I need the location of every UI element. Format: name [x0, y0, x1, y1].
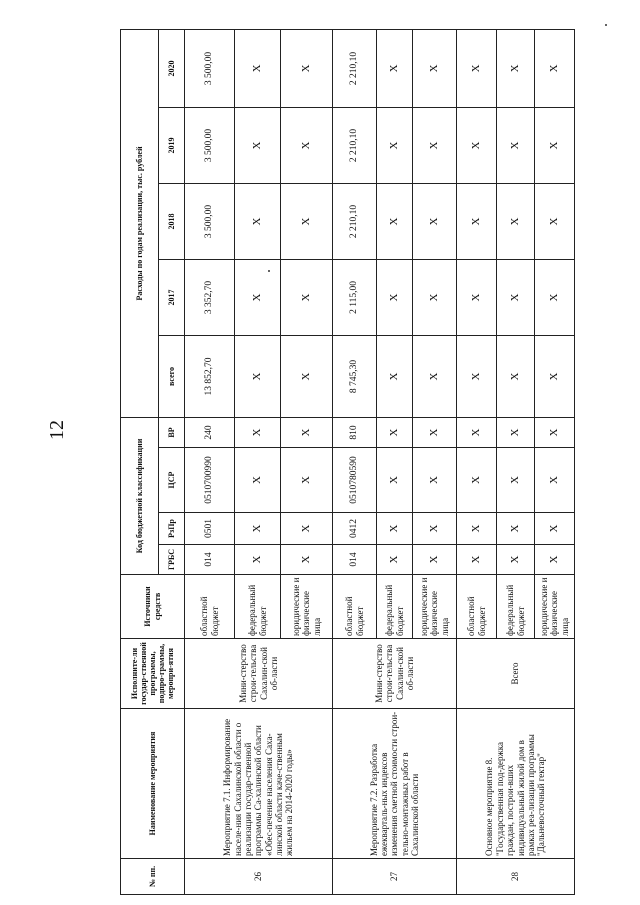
rzpr-cell: 0412	[333, 513, 377, 545]
csr-cell: X	[377, 448, 413, 513]
grbs-cell: 014	[333, 545, 377, 575]
header-grbs: ГРБС	[159, 545, 185, 575]
source: федеральный бюджет	[377, 575, 413, 639]
executor: Мини-стерство строи-тельства Сахалин-ской об-ласти	[185, 639, 333, 709]
vr-cell: X	[535, 417, 575, 447]
row-number: 26	[185, 859, 333, 895]
y2020-cell: X	[413, 29, 457, 107]
rzpr-cell: X	[235, 513, 281, 545]
vr-cell: X	[235, 417, 281, 447]
rzpr-cell: X	[413, 513, 457, 545]
header-vr: ВР	[159, 417, 185, 447]
header-name: Наименование мероприятия	[121, 709, 185, 859]
y2017-cell: X	[497, 259, 535, 335]
vr-cell: X	[457, 417, 497, 447]
y2017-cell: 2 115,00	[333, 259, 377, 335]
measure-name: Мероприятие 7.1. Информирование населе-ния Сахалинской области о реализации государ-ственной программы Са-халинской области «Обес-печение населения Саха-линской области каче-ственным жильем на 2014-2020 годы»	[185, 709, 333, 859]
measure-name: Мероприятие 7.2. Разработка ежекварталь-ных индексов изменения сметной стоимости строи-тельно-монтажных работ в Сахалинской области	[333, 709, 457, 859]
y2018-cell: 3 500,00	[185, 183, 235, 259]
total-cell: 13 852,70	[185, 335, 235, 417]
rzpr-cell: 0501	[185, 513, 235, 545]
y2017-cell: X	[413, 259, 457, 335]
grbs-cell: X	[535, 545, 575, 575]
header-2018: 2018	[159, 183, 185, 259]
header-num: № пп.	[121, 859, 185, 895]
y2020-cell: 3 500,00	[185, 29, 235, 107]
header-csr: ЦСР	[159, 448, 185, 513]
y2019-cell: X	[281, 107, 333, 183]
y2018-cell: X	[281, 183, 333, 259]
y2017-cell: 3 352,70	[185, 259, 235, 335]
y2019-cell: X	[457, 107, 497, 183]
grbs-cell: X	[497, 545, 535, 575]
source: юридические и физические лица	[413, 575, 457, 639]
vr-cell: X	[377, 417, 413, 447]
rzpr-cell: X	[457, 513, 497, 545]
vr-cell: X	[497, 417, 535, 447]
y2020-cell: X	[281, 29, 333, 107]
y2018-cell: X	[535, 183, 575, 259]
source: юридические и физические лица	[535, 575, 575, 639]
y2017-cell: X	[235, 259, 281, 335]
y2018-cell: X	[413, 183, 457, 259]
header-sources: Источники средств	[121, 575, 185, 639]
grbs-cell: X	[457, 545, 497, 575]
source: федеральный бюджет	[235, 575, 281, 639]
y2020-cell: X	[235, 29, 281, 107]
row-number: 28	[457, 859, 575, 895]
y2019-cell: X	[377, 107, 413, 183]
header-2019: 2019	[159, 107, 185, 183]
vr-cell: X	[413, 417, 457, 447]
header-executor: Исполните-ли государ-ственной программы, подпро-граммы, меропри-ятия	[121, 639, 185, 709]
y2018-cell: X	[457, 183, 497, 259]
grbs-cell: X	[235, 545, 281, 575]
y2017-cell: X	[281, 259, 333, 335]
rzpr-cell: X	[535, 513, 575, 545]
source: юридические и физические лица	[281, 575, 333, 639]
grbs-cell: 014	[185, 545, 235, 575]
y2020-cell: 2 210,10	[333, 29, 377, 107]
total-cell: X	[413, 335, 457, 417]
total-cell: X	[235, 335, 281, 417]
page-number: 12	[46, 420, 68, 440]
source: федеральный бюджет	[497, 575, 535, 639]
y2019-cell: X	[497, 107, 535, 183]
header-rzpr: РзПр	[159, 513, 185, 545]
y2019-cell: X	[535, 107, 575, 183]
y2017-cell: X	[535, 259, 575, 335]
table-row	[333, 29, 377, 894]
y2019-cell: 3 500,00	[185, 107, 235, 183]
y2020-cell: X	[377, 29, 413, 107]
csr-cell: X	[497, 448, 535, 513]
csr-cell: X	[281, 448, 333, 513]
measure-name: Основное мероприятие 8. "Государственная под-держка граждан, построи-вших индивидуальный жилой дом в рамках реа-лизации программы "Дальневосточный гектар"	[457, 709, 575, 859]
grbs-cell: X	[377, 545, 413, 575]
grbs-cell: X	[281, 545, 333, 575]
y2019-cell: X	[235, 107, 281, 183]
scan-speck	[605, 24, 607, 26]
header-expenses: Расходы по годам реализации, тыс. рублей	[121, 29, 159, 417]
csr-cell: X	[535, 448, 575, 513]
executor: Мини-стерство строи-тельства Сахалин-ской об-ласти	[333, 639, 457, 709]
y2018-cell: X	[497, 183, 535, 259]
y2017-cell: X	[377, 259, 413, 335]
budget-table	[120, 29, 575, 895]
rzpr-cell: X	[281, 513, 333, 545]
grbs-cell: X	[413, 545, 457, 575]
vr-cell: X	[281, 417, 333, 447]
csr-cell: X	[457, 448, 497, 513]
csr-cell: 0510780590	[333, 448, 377, 513]
total-cell: X	[281, 335, 333, 417]
total-cell: 8 745,30	[333, 335, 377, 417]
y2018-cell: X	[377, 183, 413, 259]
csr-cell: 0510700990	[185, 448, 235, 513]
table-row	[185, 29, 235, 894]
total-cell: X	[497, 335, 535, 417]
rzpr-cell: X	[497, 513, 535, 545]
y2019-cell: 2 210,10	[333, 107, 377, 183]
y2017-cell: X	[457, 259, 497, 335]
y2020-cell: X	[535, 29, 575, 107]
total-cell: X	[457, 335, 497, 417]
csr-cell: X	[235, 448, 281, 513]
total-cell: X	[535, 335, 575, 417]
rotated-table-wrapper	[120, 30, 575, 895]
y2020-cell: X	[457, 29, 497, 107]
y2018-cell: X	[235, 183, 281, 259]
y2020-cell: X	[497, 29, 535, 107]
header-2017: 2017	[159, 259, 185, 335]
table-row	[457, 29, 497, 894]
y2018-cell: 2 210,10	[333, 183, 377, 259]
y2019-cell: X	[413, 107, 457, 183]
header-total: всего	[159, 335, 185, 417]
source: областной бюджет	[185, 575, 235, 639]
vr-cell: 240	[185, 417, 235, 447]
source: областной бюджет	[457, 575, 497, 639]
csr-cell: X	[413, 448, 457, 513]
vr-cell: 810	[333, 417, 377, 447]
rzpr-cell: X	[377, 513, 413, 545]
executor: Всего	[457, 639, 575, 709]
source: областной бюджет	[333, 575, 377, 639]
header-2020: 2020	[159, 29, 185, 107]
header-kbk: Код бюджетной классификации	[121, 417, 159, 574]
row-number: 27	[333, 859, 457, 895]
total-cell: X	[377, 335, 413, 417]
